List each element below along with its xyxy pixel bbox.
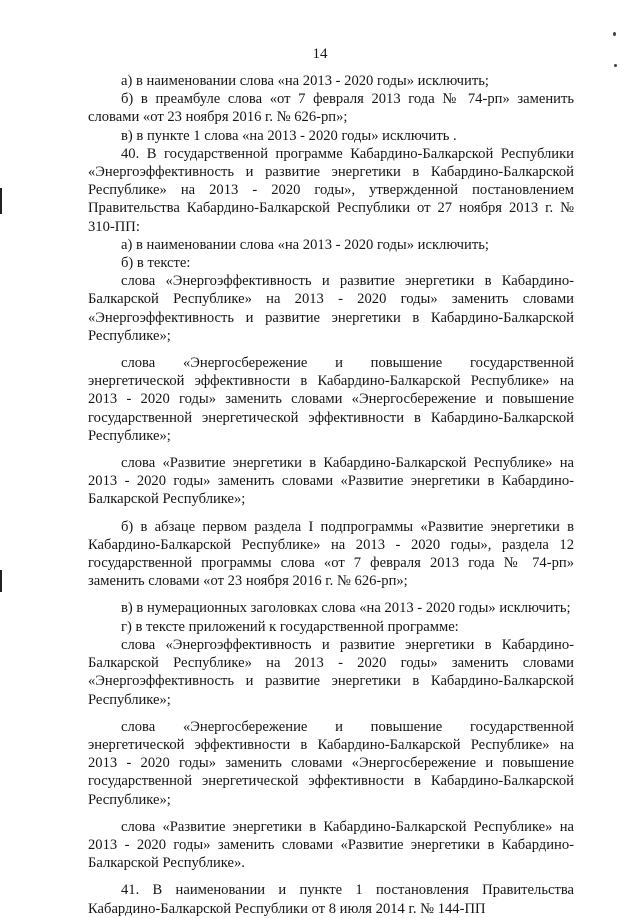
paragraph: в) в нумерационных заголовках слова «на 2013 - 2020 годы» исключить;: [121, 600, 571, 617]
paragraph: слова «Развитие энергетики в Кабардино-Балкарской Республике» на 2013 - 2020 годы» заменить словами «Развитие энергетики в Кабардино-Балкарской Республике»;: [88, 455, 574, 508]
paragraph: слова «Энергосбережение и повышение государственной энергетической эффективности в Кабардино-Балкарской Республике» на 2013 - 2020 годы» заменить словами «Энергосбережение и повышение государственной энергетической эффективности в Кабардино-Балкарской Республике»;: [88, 355, 574, 444]
paragraph: а) в наименовании слова «на 2013 - 2020 годы» исключить;: [121, 236, 489, 253]
paragraph: 41. В наименовании и пункте 1 постановления Правительства Кабардино-Балкарской Республики от 8 июля 2014 г. № 144-ПП: [88, 882, 574, 917]
paragraph: 40. В государственной программе Кабардино-Балкарской Республики «Энергоэффективность и развитие энергетики в Кабардино-Балкарской Республике» на 2013 - 2020 годы», утвержденной постановлением Правительства Кабардино-Балкарской Республики от 27 ноября 2013 г. № 310-ПП:: [88, 145, 574, 235]
paragraph: слова «Энергоэффективность и развитие энергетики в Кабардино-Балкарской Республике» на 2013 - 2020 годы» заменить словами «Энергоэффективность и развитие энергетики в Кабардино-Балкарской Республике»;: [88, 273, 574, 344]
paragraph: б) в абзаце первом раздела I подпрограммы «Развитие энергетики в Кабардино-Балкарской Республике» на 2013 - 2020 годы», раздела 12 государственной программы слова «от 7 февраля 2013 года № 74-рп» заменить словами «от 23 ноября 2016 г. № 626-рп»;: [88, 518, 574, 590]
scan-edge-mark: [0, 570, 2, 592]
scan-speck: [614, 64, 617, 67]
paragraph: слова «Энергоэффективность и развитие энергетики в Кабардино-Балкарской Республике» на 2013 - 2020 годы» заменить словами «Энергоэффективность и развитие энергетики в Кабардино-Балкарской Республике»;: [88, 636, 574, 708]
scan-speck: [613, 32, 616, 36]
document-body: [88, 72, 574, 918]
paragraph: слова «Энергосбережение и повышение государственной энергетической эффективности в Кабардино-Балкарской Республике» на 2013 - 2020 годы» заменить словами «Энергосбережение и повышение государственной энергетической эффективности в Кабардино-Балкарской Республике»;: [88, 718, 574, 808]
scan-edge-mark: [0, 188, 2, 214]
paragraph: б) в тексте:: [121, 255, 191, 272]
paragraph: слова «Развитие энергетики в Кабардино-Балкарской Республике» на 2013 - 2020 годы» заменить словами «Развитие энергетики в Кабардино-Балкарской Республике».: [88, 818, 574, 872]
page-number: 14: [312, 46, 328, 62]
paragraph: а) в наименовании слова «на 2013 - 2020 годы» исключить;: [121, 73, 489, 89]
paragraph: б) в преамбуле слова «от 7 февраля 2013 года № 74-рп» заменить словами «от 23 ноября 2016 г. № 626-рп»;: [88, 91, 574, 126]
paragraph: г) в тексте приложений к государственной программе:: [121, 618, 459, 635]
paragraph: в) в пункте 1 слова «на 2013 - 2020 годы» исключить .: [121, 127, 457, 144]
